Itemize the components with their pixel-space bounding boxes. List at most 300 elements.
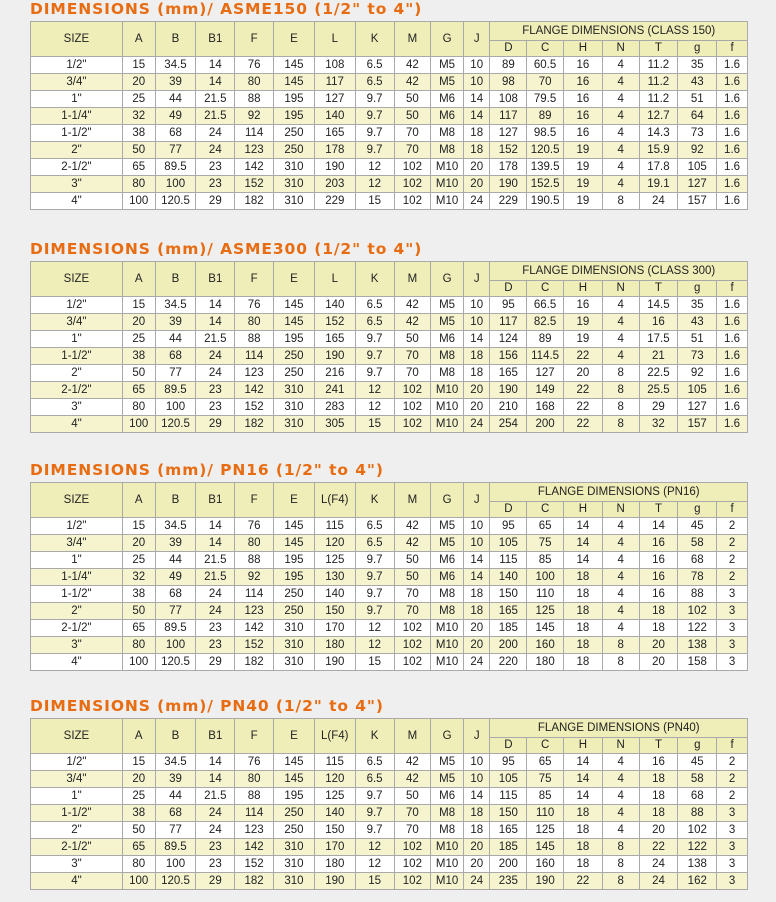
value-cell: 1.6: [717, 416, 748, 433]
value-cell: 120.5: [155, 416, 196, 433]
value-cell: 9.7: [355, 142, 394, 159]
value-cell: 16: [563, 74, 602, 91]
value-cell: 145: [274, 771, 315, 788]
value-cell: 190: [314, 159, 355, 176]
value-cell: 76: [235, 57, 274, 74]
value-cell: 9.7: [355, 788, 394, 805]
size-cell: 1-1/4": [31, 569, 123, 586]
value-cell: 12: [355, 856, 394, 873]
value-cell: 310: [274, 856, 315, 873]
value-cell: 250: [274, 348, 315, 365]
value-cell: 182: [235, 654, 274, 671]
section-title: DIMENSIONS (mm)/ ASME300 (1/2" to 4"): [30, 240, 423, 258]
value-cell: 6.5: [355, 74, 394, 91]
size-cell: 2": [31, 603, 123, 620]
size-cell: 4": [31, 193, 123, 210]
value-cell: 10: [463, 754, 490, 771]
value-cell: 8: [602, 654, 639, 671]
value-cell: 11.2: [639, 57, 678, 74]
value-cell: 3: [717, 822, 748, 839]
value-cell: 4: [602, 57, 639, 74]
value-cell: 42: [394, 771, 431, 788]
column-header: B1: [196, 22, 235, 57]
value-cell: 16: [639, 754, 678, 771]
value-cell: 18: [564, 856, 603, 873]
value-cell: 102: [394, 193, 431, 210]
value-cell: 102: [394, 654, 431, 671]
value-cell: 19: [563, 331, 602, 348]
value-cell: 3: [717, 603, 748, 620]
value-cell: 68: [678, 788, 717, 805]
column-header: J: [463, 483, 490, 518]
value-cell: 50: [394, 569, 431, 586]
value-cell: 1.6: [717, 176, 748, 193]
value-cell: 70: [394, 822, 431, 839]
value-cell: 20: [122, 314, 155, 331]
value-cell: 2: [717, 569, 748, 586]
value-cell: 100: [122, 416, 155, 433]
value-cell: 22: [563, 348, 602, 365]
value-cell: 190.5: [527, 193, 564, 210]
value-cell: 24: [639, 856, 678, 873]
value-cell: 18: [639, 771, 678, 788]
value-cell: 50: [394, 91, 431, 108]
value-cell: 241: [314, 382, 355, 399]
value-cell: 18: [463, 142, 490, 159]
value-cell: 89.5: [155, 159, 196, 176]
value-cell: 18: [463, 125, 490, 142]
value-cell: 25: [122, 91, 155, 108]
value-cell: 9.7: [355, 108, 394, 125]
value-cell: 45: [678, 754, 717, 771]
value-cell: 125: [314, 788, 355, 805]
value-cell: 178: [314, 142, 355, 159]
table-row: [31, 535, 748, 552]
value-cell: 34.5: [155, 57, 196, 74]
value-cell: 10: [463, 771, 490, 788]
flange-column-header: f: [717, 502, 748, 518]
value-cell: 110: [527, 805, 564, 822]
flange-column-header: H: [563, 41, 602, 57]
value-cell: 44: [155, 788, 196, 805]
value-cell: 8: [602, 856, 639, 873]
column-header: B: [155, 483, 196, 518]
value-cell: 98: [490, 74, 527, 91]
value-cell: 138: [678, 637, 717, 654]
value-cell: 8: [602, 193, 639, 210]
value-cell: 105: [678, 159, 717, 176]
value-cell: 1.6: [717, 348, 748, 365]
value-cell: 9.7: [355, 125, 394, 142]
column-header: J: [463, 262, 490, 297]
value-cell: 254: [490, 416, 527, 433]
value-cell: 22: [563, 416, 602, 433]
table-row: [31, 399, 748, 416]
value-cell: 138: [678, 856, 717, 873]
value-cell: 38: [122, 125, 155, 142]
value-cell: 142: [235, 620, 274, 637]
value-cell: 24: [463, 193, 490, 210]
column-header: J: [463, 22, 490, 57]
value-cell: 6.5: [355, 535, 394, 552]
value-cell: 38: [122, 586, 155, 603]
value-cell: M6: [431, 788, 464, 805]
value-cell: 19: [563, 142, 602, 159]
value-cell: 310: [274, 382, 315, 399]
value-cell: 10: [463, 535, 490, 552]
value-cell: 42: [394, 518, 431, 535]
value-cell: M10: [431, 654, 464, 671]
value-cell: 20: [122, 535, 155, 552]
value-cell: 18: [564, 586, 603, 603]
flange-column-header: C: [527, 502, 564, 518]
value-cell: M5: [431, 297, 464, 314]
column-header: B: [155, 262, 196, 297]
table-row: [31, 348, 748, 365]
value-cell: 23: [196, 620, 235, 637]
column-header: G: [431, 719, 464, 754]
size-cell: 1-1/4": [31, 108, 123, 125]
value-cell: 70: [394, 805, 431, 822]
size-cell: 3": [31, 176, 123, 193]
value-cell: 64: [678, 108, 717, 125]
value-cell: 115: [314, 518, 355, 535]
value-cell: 44: [155, 331, 196, 348]
table-row: [31, 754, 748, 771]
value-cell: 32: [122, 108, 155, 125]
value-cell: 14: [196, 74, 235, 91]
value-cell: 1.6: [717, 91, 748, 108]
value-cell: M8: [431, 365, 464, 382]
column-header: L(F4): [314, 483, 355, 518]
value-cell: 42: [394, 754, 431, 771]
column-header: B: [155, 22, 196, 57]
value-cell: 114: [235, 348, 274, 365]
value-cell: 4: [602, 569, 639, 586]
column-header: M: [394, 483, 431, 518]
table-row: [31, 771, 748, 788]
value-cell: M6: [431, 91, 464, 108]
value-cell: 310: [274, 637, 315, 654]
value-cell: 77: [155, 365, 196, 382]
value-cell: 76: [235, 518, 274, 535]
value-cell: 170: [314, 620, 355, 637]
value-cell: 88: [235, 91, 274, 108]
value-cell: M5: [431, 314, 464, 331]
value-cell: 8: [602, 365, 639, 382]
value-cell: 17.8: [639, 159, 678, 176]
value-cell: 50: [122, 822, 155, 839]
value-cell: 51: [678, 331, 717, 348]
value-cell: M5: [431, 771, 464, 788]
value-cell: 24: [196, 142, 235, 159]
column-header: L: [314, 22, 355, 57]
value-cell: 310: [274, 193, 315, 210]
value-cell: 6.5: [355, 771, 394, 788]
column-header: A: [122, 262, 155, 297]
flange-column-header: H: [564, 502, 603, 518]
value-cell: 250: [274, 125, 315, 142]
value-cell: 23: [196, 176, 235, 193]
size-cell: 1": [31, 331, 123, 348]
section-title: DIMENSIONS (mm)/ PN40 (1/2" to 4"): [30, 697, 384, 715]
value-cell: 20: [463, 620, 490, 637]
value-cell: 122: [678, 620, 717, 637]
size-cell: 2-1/2": [31, 839, 123, 856]
value-cell: 88: [235, 552, 274, 569]
value-cell: M10: [431, 637, 464, 654]
value-cell: 203: [314, 176, 355, 193]
column-header: A: [122, 719, 155, 754]
value-cell: 14: [196, 754, 235, 771]
flange-column-header: D: [490, 738, 527, 754]
flange-column-header: f: [717, 738, 748, 754]
value-cell: 20: [463, 399, 490, 416]
value-cell: 50: [394, 788, 431, 805]
value-cell: 250: [274, 365, 315, 382]
value-cell: 34.5: [155, 754, 196, 771]
value-cell: 1.6: [717, 142, 748, 159]
value-cell: 50: [394, 108, 431, 125]
value-cell: 117: [490, 108, 527, 125]
value-cell: 76: [235, 754, 274, 771]
value-cell: 127: [678, 176, 717, 193]
value-cell: 65: [527, 518, 564, 535]
value-cell: 19: [563, 159, 602, 176]
value-cell: 127: [490, 125, 527, 142]
table-row: [31, 108, 748, 125]
value-cell: 120: [314, 771, 355, 788]
value-cell: M10: [431, 176, 464, 193]
value-cell: 102: [678, 822, 717, 839]
value-cell: 2: [717, 771, 748, 788]
value-cell: 120.5: [155, 193, 196, 210]
value-cell: 14: [196, 518, 235, 535]
value-cell: 160: [527, 856, 564, 873]
value-cell: 235: [490, 873, 527, 890]
column-header: B1: [196, 262, 235, 297]
value-cell: 42: [394, 314, 431, 331]
value-cell: 89.5: [155, 620, 196, 637]
value-cell: M10: [431, 193, 464, 210]
value-cell: 12.7: [639, 108, 678, 125]
value-cell: 178: [490, 159, 527, 176]
value-cell: 142: [235, 382, 274, 399]
value-cell: 152: [235, 856, 274, 873]
value-cell: M6: [431, 108, 464, 125]
flange-column-header: C: [527, 281, 564, 297]
section-title: DIMENSIONS (mm)/ PN16 (1/2" to 4"): [30, 461, 384, 479]
value-cell: 14: [196, 314, 235, 331]
size-cell: 1/2": [31, 518, 123, 535]
size-cell: 3": [31, 856, 123, 873]
value-cell: 85: [527, 552, 564, 569]
value-cell: 21.5: [196, 91, 235, 108]
value-cell: 10: [463, 74, 490, 91]
value-cell: M10: [431, 159, 464, 176]
value-cell: 22: [563, 399, 602, 416]
value-cell: 18: [564, 637, 603, 654]
value-cell: 152: [235, 176, 274, 193]
value-cell: 195: [274, 331, 315, 348]
value-cell: 19: [563, 314, 602, 331]
table-row: [31, 873, 748, 890]
value-cell: 24: [196, 603, 235, 620]
value-cell: 89.5: [155, 839, 196, 856]
table-row: [31, 603, 748, 620]
flange-column-header: g: [678, 281, 717, 297]
table-row: [31, 805, 748, 822]
value-cell: 108: [314, 57, 355, 74]
value-cell: 4: [602, 603, 639, 620]
value-cell: 142: [235, 159, 274, 176]
value-cell: 39: [155, 314, 196, 331]
value-cell: 150: [490, 586, 527, 603]
value-cell: 58: [678, 771, 717, 788]
flange-column-header: H: [564, 738, 603, 754]
value-cell: 139.5: [527, 159, 564, 176]
value-cell: 16: [563, 57, 602, 74]
value-cell: 6.5: [355, 518, 394, 535]
value-cell: 185: [490, 839, 527, 856]
value-cell: 17.5: [639, 331, 678, 348]
value-cell: 20: [463, 176, 490, 193]
value-cell: 4: [602, 754, 639, 771]
value-cell: M6: [431, 569, 464, 586]
value-cell: 16: [639, 552, 678, 569]
size-cell: 4": [31, 416, 123, 433]
size-cell: 1-1/2": [31, 125, 123, 142]
value-cell: 180: [527, 654, 564, 671]
value-cell: 24: [463, 416, 490, 433]
value-cell: 165: [314, 331, 355, 348]
value-cell: 2: [717, 788, 748, 805]
value-cell: 180: [314, 637, 355, 654]
value-cell: 35: [678, 57, 717, 74]
table-row: [31, 620, 748, 637]
value-cell: 120: [314, 535, 355, 552]
value-cell: 29: [196, 654, 235, 671]
column-header: SIZE: [31, 483, 123, 518]
column-header: L(F4): [314, 719, 355, 754]
value-cell: 24: [196, 348, 235, 365]
value-cell: 95: [490, 518, 527, 535]
value-cell: 110: [527, 586, 564, 603]
value-cell: 70: [394, 125, 431, 142]
value-cell: 18: [639, 620, 678, 637]
table-row: [31, 586, 748, 603]
value-cell: 22: [639, 839, 678, 856]
table-row: [31, 297, 748, 314]
value-cell: 149: [527, 382, 564, 399]
value-cell: 23: [196, 159, 235, 176]
value-cell: 4: [602, 159, 639, 176]
value-cell: 310: [274, 416, 315, 433]
value-cell: 12: [355, 176, 394, 193]
value-cell: 145: [527, 839, 564, 856]
value-cell: 14: [196, 535, 235, 552]
value-cell: 140: [314, 805, 355, 822]
size-cell: 1": [31, 91, 123, 108]
value-cell: M5: [431, 754, 464, 771]
flange-column-header: T: [639, 41, 678, 57]
value-cell: 4: [602, 805, 639, 822]
flange-column-header: g: [678, 502, 717, 518]
value-cell: 250: [274, 822, 315, 839]
size-cell: 4": [31, 654, 123, 671]
value-cell: M10: [431, 620, 464, 637]
flange-column-header: C: [527, 41, 564, 57]
value-cell: 195: [274, 569, 315, 586]
value-cell: 195: [274, 91, 315, 108]
value-cell: 79.5: [527, 91, 564, 108]
value-cell: 210: [490, 399, 527, 416]
value-cell: 88: [235, 331, 274, 348]
table-row: [31, 159, 748, 176]
value-cell: 20: [463, 856, 490, 873]
value-cell: 65: [122, 382, 155, 399]
value-cell: M8: [431, 586, 464, 603]
value-cell: 100: [122, 193, 155, 210]
value-cell: 50: [394, 331, 431, 348]
table-row: [31, 518, 748, 535]
value-cell: 170: [314, 839, 355, 856]
value-cell: 9.7: [355, 365, 394, 382]
value-cell: 42: [394, 57, 431, 74]
value-cell: 65: [527, 754, 564, 771]
value-cell: 310: [274, 399, 315, 416]
column-header: F: [235, 719, 274, 754]
value-cell: 124: [490, 331, 527, 348]
value-cell: 18: [463, 822, 490, 839]
value-cell: M10: [431, 382, 464, 399]
value-cell: 70: [394, 365, 431, 382]
value-cell: 20: [122, 771, 155, 788]
flange-column-header: D: [490, 502, 527, 518]
value-cell: M10: [431, 873, 464, 890]
value-cell: 20: [639, 654, 678, 671]
column-header: G: [431, 483, 464, 518]
value-cell: 70: [394, 586, 431, 603]
value-cell: 14: [564, 518, 603, 535]
value-cell: 114.5: [527, 348, 564, 365]
value-cell: M10: [431, 839, 464, 856]
value-cell: 310: [274, 873, 315, 890]
section-title: DIMENSIONS (mm)/ ASME150 (1/2" to 4"): [30, 0, 423, 18]
value-cell: 19.1: [639, 176, 678, 193]
value-cell: 89.5: [155, 382, 196, 399]
value-cell: 29: [639, 399, 678, 416]
value-cell: 250: [274, 586, 315, 603]
value-cell: 65: [122, 159, 155, 176]
value-cell: 102: [678, 603, 717, 620]
value-cell: 168: [527, 399, 564, 416]
column-header: A: [122, 483, 155, 518]
value-cell: 11.2: [639, 74, 678, 91]
value-cell: 15: [355, 193, 394, 210]
value-cell: 49: [155, 108, 196, 125]
value-cell: 152: [235, 637, 274, 654]
value-cell: 8: [602, 382, 639, 399]
size-cell: 3/4": [31, 771, 123, 788]
column-header: E: [274, 262, 315, 297]
table-row: [31, 382, 748, 399]
size-cell: 3": [31, 399, 123, 416]
value-cell: 125: [314, 552, 355, 569]
value-cell: 125: [527, 603, 564, 620]
value-cell: 14: [564, 788, 603, 805]
value-cell: 4: [602, 176, 639, 193]
